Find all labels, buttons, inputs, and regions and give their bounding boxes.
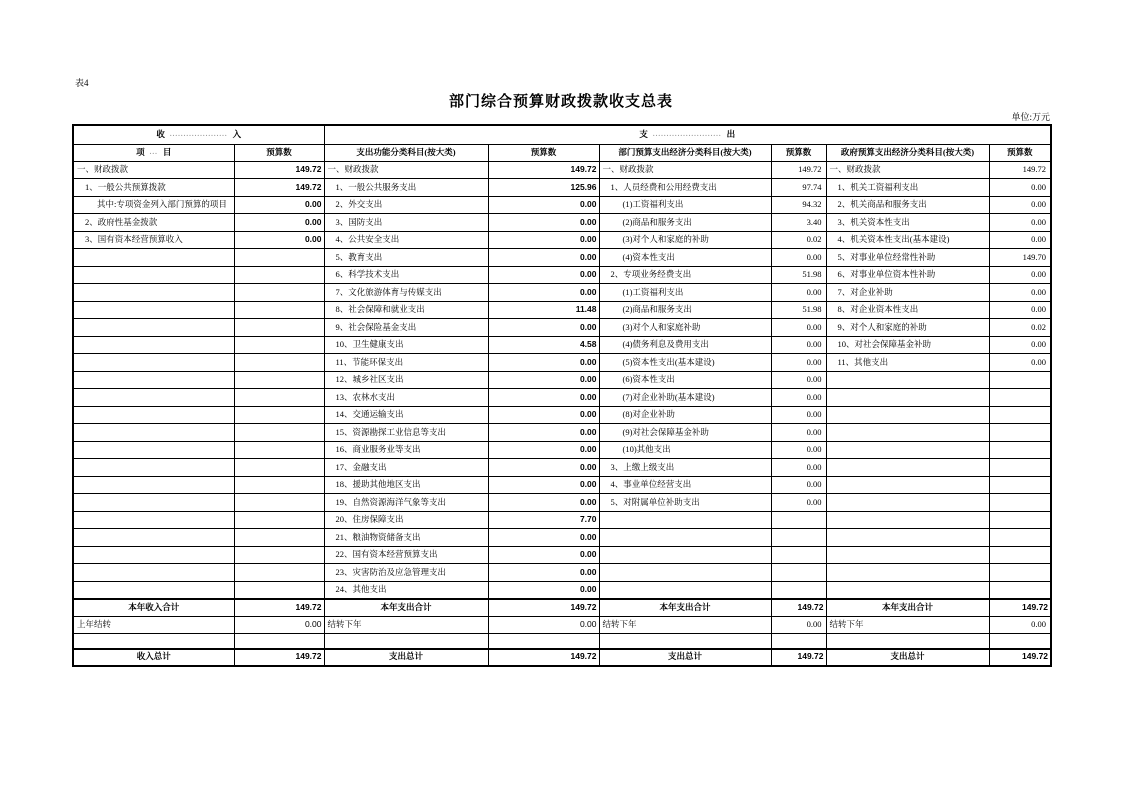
expense-leader-dots: ......................... [652,130,722,139]
carry-next-label: 结转下年 [826,616,989,634]
cell-income-value [234,581,324,599]
expense-group-left: 支 [639,129,648,140]
cell-income-value [234,459,324,477]
expense-group-header [324,125,1051,144]
cell-gov-label [826,441,989,459]
cell-income-label [73,336,234,354]
cell-gov-label [826,494,989,512]
cell-income-value: 0.00 [234,214,324,232]
cell-income-label [73,459,234,477]
cell-gov-value: 0.02 [989,319,1051,337]
item-header-left: 项 [136,146,145,157]
income-group-left: 收 [156,129,165,140]
expense-group-right: 出 [726,129,736,140]
cell-dept-value [771,581,826,599]
carryover-row [73,616,1051,634]
cell-gov-label: 9、对个人和家庭的补助 [826,319,989,337]
cell-func-value: 0.00 [488,581,599,599]
cell-func-label: 19、自然资源海洋气象等支出 [324,494,488,512]
empty-cell [324,634,488,649]
cell-gov-label [826,371,989,389]
table-row [73,476,1051,494]
cell-dept-label: 1、人员经费和公用经费支出 [599,179,771,197]
cell-func-label: 10、卫生健康支出 [324,336,488,354]
cell-gov-value [989,511,1051,529]
cell-dept-label [599,511,771,529]
cell-dept-value: 0.00 [771,354,826,372]
cell-dept-value: 94.32 [771,196,826,214]
year-expense-total-label: 本年支出合计 [599,599,771,617]
cell-income-value [234,266,324,284]
cell-dept-value [771,511,826,529]
year-expense-total-label: 本年支出合计 [324,599,488,617]
cell-income-label: 一、财政拨款 [73,161,234,179]
cell-dept-value: 0.00 [771,476,826,494]
table-row [73,459,1051,477]
grand-total-row [73,649,1051,666]
cell-dept-label: (3)对个人和家庭的补助 [599,231,771,249]
cell-dept-value: 3.40 [771,214,826,232]
cell-dept-value: 51.98 [771,301,826,319]
gov-budget-header: 预算数 [989,144,1051,161]
cell-func-label: 9、社会保险基金支出 [324,319,488,337]
cell-func-label: 17、金融支出 [324,459,488,477]
cell-dept-value: 0.00 [771,249,826,267]
column-header-row [73,144,1051,161]
cell-gov-value: 149.72 [989,161,1051,179]
cell-gov-value [989,494,1051,512]
year-expense-total-value: 149.72 [488,599,599,617]
cell-dept-label: (2)商品和服务支出 [599,214,771,232]
cell-gov-value: 0.00 [989,284,1051,302]
cell-gov-value: 0.00 [989,266,1051,284]
cell-dept-value: 0.00 [771,424,826,442]
cell-gov-label: 1、机关工资福利支出 [826,179,989,197]
cell-income-value [234,494,324,512]
cell-func-label: 一、财政拨款 [324,161,488,179]
cell-gov-value [989,371,1051,389]
item-column-header [73,144,234,161]
cell-dept-value: 97.74 [771,179,826,197]
cell-income-value [234,564,324,582]
cell-gov-label: 5、对事业单位经常性补助 [826,249,989,267]
cell-func-value: 0.00 [488,529,599,547]
table-row [73,249,1051,267]
cell-gov-label [826,581,989,599]
table-row [73,529,1051,547]
cell-dept-label: 5、对附属单位补助支出 [599,494,771,512]
table-row [73,336,1051,354]
cell-func-value: 7.70 [488,511,599,529]
grand-income-total-value: 149.72 [234,649,324,666]
carry-next-value: 0.00 [488,616,599,634]
func-budget-header: 预算数 [488,144,599,161]
table-row [73,406,1051,424]
empty-cell [599,634,771,649]
table-row [73,564,1051,582]
cell-func-label: 21、粮油物资储备支出 [324,529,488,547]
empty-cell [771,634,826,649]
year-expense-total-value: 149.72 [771,599,826,617]
cell-dept-value: 0.00 [771,406,826,424]
cell-gov-label [826,511,989,529]
cell-gov-value [989,389,1051,407]
cell-func-value: 0.00 [488,249,599,267]
cell-func-value: 0.00 [488,371,599,389]
cell-income-label [73,476,234,494]
table-row [73,179,1051,197]
cell-income-label [73,441,234,459]
cell-gov-label [826,476,989,494]
cell-income-label: 3、国有资本经营预算收入 [73,231,234,249]
cell-gov-value [989,441,1051,459]
cell-income-value: 0.00 [234,231,324,249]
cell-gov-label: 7、对企业补助 [826,284,989,302]
cell-dept-value: 0.00 [771,371,826,389]
cell-func-value: 0.00 [488,546,599,564]
table-row [73,284,1051,302]
year-income-total-value: 149.72 [234,599,324,617]
cell-gov-label [826,546,989,564]
cell-gov-label: 2、机关商品和服务支出 [826,196,989,214]
table-row [73,214,1051,232]
cell-func-label: 13、农林水支出 [324,389,488,407]
cell-func-label: 7、文化旅游体育与传媒支出 [324,284,488,302]
cell-gov-label: 8、对企业资本性支出 [826,301,989,319]
table-row [73,494,1051,512]
cell-func-value: 0.00 [488,441,599,459]
cell-income-label [73,424,234,442]
table-row [73,301,1051,319]
cell-income-value [234,546,324,564]
year-expense-total-label: 本年支出合计 [826,599,989,617]
cell-gov-value [989,581,1051,599]
table-row [73,581,1051,599]
cell-gov-value: 0.00 [989,336,1051,354]
cell-income-value [234,336,324,354]
cell-gov-label: 6、对事业单位资本性补助 [826,266,989,284]
cell-dept-label [599,564,771,582]
cell-gov-value [989,564,1051,582]
cell-func-value: 4.58 [488,336,599,354]
cell-income-label [73,494,234,512]
income-group-right: 入 [232,129,242,140]
cell-gov-label: 3、机关资本性支出 [826,214,989,232]
empty-cell [73,634,234,649]
cell-dept-value: 0.00 [771,319,826,337]
grand-expense-total-label: 支出总计 [324,649,488,666]
cell-dept-label [599,529,771,547]
cell-func-label: 14、交通运输支出 [324,406,488,424]
cell-dept-label: (2)商品和服务支出 [599,301,771,319]
cell-dept-label [599,581,771,599]
spacer-row [73,634,1051,649]
cell-income-label [73,389,234,407]
income-group-header [73,125,324,144]
item-leader-dots: ... [149,147,158,156]
cell-income-value [234,389,324,407]
year-income-total-label: 本年收入合计 [73,599,234,617]
cell-dept-label: (10)其他支出 [599,441,771,459]
unit-label: 单位:万元 [1011,112,1050,122]
cell-dept-value [771,564,826,582]
table-tag: 表4 [75,78,89,88]
cell-gov-label [826,529,989,547]
cell-dept-label: 2、专项业务经费支出 [599,266,771,284]
cell-dept-value [771,546,826,564]
carry-prev-label: 上年结转 [73,616,234,634]
income-leader-dots: ..................... [169,130,228,139]
cell-dept-value [771,529,826,547]
cell-income-label [73,284,234,302]
cell-dept-value: 0.00 [771,459,826,477]
carry-prev-value: 0.00 [234,616,324,634]
cell-func-value: 0.00 [488,319,599,337]
cell-func-label: 18、援助其他地区支出 [324,476,488,494]
carry-next-label: 结转下年 [324,616,488,634]
cell-income-label [73,406,234,424]
cell-func-value: 11.48 [488,301,599,319]
cell-func-value: 0.00 [488,214,599,232]
cell-income-value [234,511,324,529]
cell-income-value [234,354,324,372]
cell-income-label [73,319,234,337]
cell-func-label: 22、国有资本经营预算支出 [324,546,488,564]
cell-income-label [73,249,234,267]
cell-dept-value: 149.72 [771,161,826,179]
cell-func-value: 0.00 [488,354,599,372]
cell-dept-value: 0.00 [771,284,826,302]
cell-income-label [73,581,234,599]
cell-income-value [234,441,324,459]
cell-func-label: 4、公共安全支出 [324,231,488,249]
cell-func-value: 0.00 [488,266,599,284]
gov-column-header: 政府预算支出经济分类科目(按大类) [826,144,989,161]
cell-func-label: 15、资源勘探工业信息等支出 [324,424,488,442]
cell-func-value: 0.00 [488,564,599,582]
cell-income-value [234,319,324,337]
carry-next-value: 0.00 [989,616,1051,634]
grand-expense-total-value: 149.72 [989,649,1051,666]
cell-dept-label: (6)资本性支出 [599,371,771,389]
cell-income-value [234,476,324,494]
cell-func-value: 0.00 [488,231,599,249]
cell-gov-value: 0.00 [989,354,1051,372]
cell-func-value: 0.00 [488,494,599,512]
cell-income-value [234,249,324,267]
empty-cell [488,634,599,649]
cell-income-value [234,284,324,302]
cell-func-label: 2、外交支出 [324,196,488,214]
cell-gov-value [989,459,1051,477]
cell-dept-label: 一、财政拨款 [599,161,771,179]
table-row [73,161,1051,179]
table-row [73,441,1051,459]
cell-dept-label: (4)债务利息及费用支出 [599,336,771,354]
cell-func-value: 0.00 [488,476,599,494]
cell-func-value: 0.00 [488,389,599,407]
cell-func-value: 0.00 [488,459,599,477]
cell-func-value: 0.00 [488,196,599,214]
empty-cell [826,634,989,649]
cell-dept-label: (1)工资福利支出 [599,196,771,214]
table-row [73,371,1051,389]
table-row [73,389,1051,407]
cell-gov-label [826,459,989,477]
cell-income-label [73,511,234,529]
cell-func-label: 16、商业服务业等支出 [324,441,488,459]
grand-expense-total-value: 149.72 [488,649,599,666]
cell-gov-value [989,424,1051,442]
cell-dept-value: 0.00 [771,494,826,512]
cell-income-label [73,546,234,564]
cell-income-value: 0.00 [234,196,324,214]
cell-gov-label [826,424,989,442]
cell-gov-value: 0.00 [989,214,1051,232]
cell-func-value: 0.00 [488,284,599,302]
cell-income-label: 其中:专项资金列入部门预算的项目 [73,196,234,214]
table-row [73,511,1051,529]
income-budget-header: 预算数 [234,144,324,161]
cell-func-label: 12、城乡社区支出 [324,371,488,389]
item-header-right: 目 [162,146,172,157]
cell-gov-label [826,564,989,582]
func-column-header: 支出功能分类科目(按大类) [324,144,488,161]
table-row [73,319,1051,337]
cell-func-label: 8、社会保障和就业支出 [324,301,488,319]
cell-gov-value: 0.00 [989,196,1051,214]
cell-gov-value: 0.00 [989,179,1051,197]
cell-dept-value: 51.98 [771,266,826,284]
cell-dept-value: 0.00 [771,441,826,459]
cell-func-label: 11、节能环保支出 [324,354,488,372]
cell-income-label [73,564,234,582]
cell-dept-label: (4)资本性支出 [599,249,771,267]
grand-expense-total-value: 149.72 [771,649,826,666]
cell-gov-value [989,529,1051,547]
cell-gov-label [826,406,989,424]
year-total-row [73,599,1051,617]
cell-dept-label: (8)对企业补助 [599,406,771,424]
cell-income-value [234,406,324,424]
cell-gov-label: 11、其他支出 [826,354,989,372]
cell-income-value [234,424,324,442]
table-row [73,196,1051,214]
cell-func-label: 24、其他支出 [324,581,488,599]
table-row [73,266,1051,284]
dept-column-header: 部门预算支出经济分类科目(按大类) [599,144,771,161]
cell-gov-label: 一、财政拨款 [826,161,989,179]
cell-func-value: 125.96 [488,179,599,197]
table-row [73,231,1051,249]
cell-gov-value: 0.00 [989,231,1051,249]
table-row [73,354,1051,372]
grand-income-total-label: 收入总计 [73,649,234,666]
cell-gov-label: 4、机关资本性支出(基本建设) [826,231,989,249]
cell-income-value: 149.72 [234,179,324,197]
cell-dept-label [599,546,771,564]
carry-next-value: 0.00 [771,616,826,634]
cell-gov-value [989,406,1051,424]
year-expense-total-value: 149.72 [989,599,1051,617]
cell-income-label [73,371,234,389]
cell-dept-label: 4、事业单位经营支出 [599,476,771,494]
page-title: 部门综合预算财政拨款收支总表 [448,94,673,110]
cell-func-label: 6、科学技术支出 [324,266,488,284]
cell-func-value: 0.00 [488,424,599,442]
cell-gov-label: 10、对社会保障基金补助 [826,336,989,354]
cell-func-label: 5、教育支出 [324,249,488,267]
cell-gov-value: 0.00 [989,301,1051,319]
dept-budget-header: 预算数 [771,144,826,161]
cell-dept-value: 0.00 [771,389,826,407]
cell-dept-label: (1)工资福利支出 [599,284,771,302]
cell-func-label: 1、一般公共服务支出 [324,179,488,197]
grand-expense-total-label: 支出总计 [826,649,989,666]
cell-income-label [73,354,234,372]
empty-cell [989,634,1051,649]
cell-dept-label: (7)对企业补助(基本建设) [599,389,771,407]
cell-gov-value [989,476,1051,494]
cell-func-label: 3、国防支出 [324,214,488,232]
cell-income-label: 1、一般公共预算拨款 [73,179,234,197]
cell-income-value [234,301,324,319]
cell-dept-value: 0.02 [771,231,826,249]
cell-dept-value: 0.00 [771,336,826,354]
cell-income-value: 149.72 [234,161,324,179]
cell-func-value: 149.72 [488,161,599,179]
cell-gov-value [989,546,1051,564]
cell-gov-label [826,389,989,407]
group-header-row [73,125,1051,144]
cell-dept-label: (3)对个人和家庭补助 [599,319,771,337]
cell-income-value [234,529,324,547]
cell-func-label: 23、灾害防治及应急管理支出 [324,564,488,582]
cell-dept-label: (5)资本性支出(基本建设) [599,354,771,372]
carry-next-label: 结转下年 [599,616,771,634]
cell-dept-label: (9)对社会保障基金补助 [599,424,771,442]
cell-func-value: 0.00 [488,406,599,424]
cell-gov-value: 149.70 [989,249,1051,267]
cell-func-label: 20、住房保障支出 [324,511,488,529]
empty-cell [234,634,324,649]
cell-income-label: 2、政府性基金拨款 [73,214,234,232]
cell-dept-label: 3、上缴上级支出 [599,459,771,477]
grand-expense-total-label: 支出总计 [599,649,771,666]
table-row [73,424,1051,442]
cell-income-label [73,266,234,284]
table-row [73,546,1051,564]
budget-table [72,124,1052,667]
cell-income-label [73,529,234,547]
cell-income-label [73,301,234,319]
cell-income-value [234,371,324,389]
